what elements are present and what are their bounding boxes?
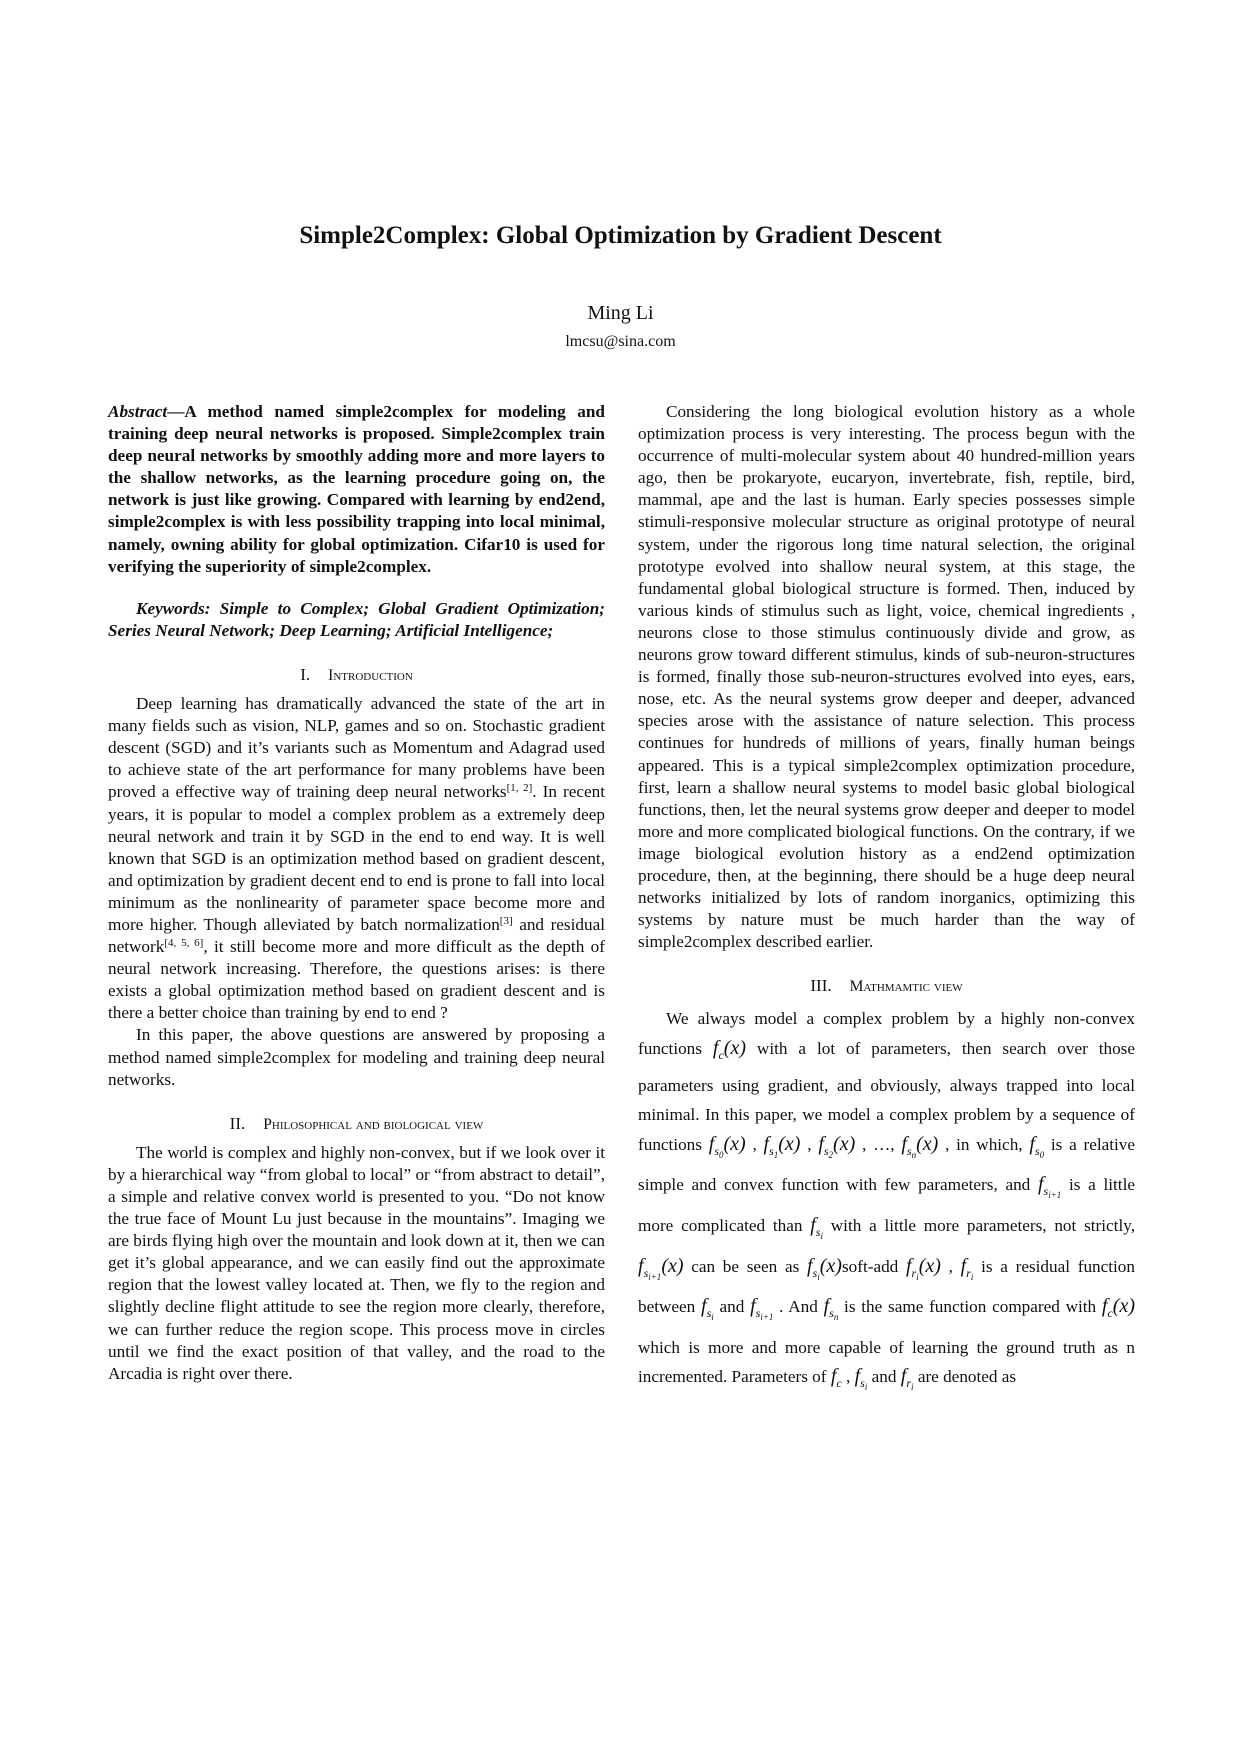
math-subscript: si: [860, 1376, 868, 1393]
math-argument: (x): [833, 1132, 856, 1155]
math-subscript: c: [718, 1048, 724, 1063]
math-symbol: f: [750, 1295, 756, 1318]
math-symbol: f: [818, 1132, 824, 1155]
text-run: . And: [773, 1297, 824, 1317]
math-expression: [701, 1295, 714, 1323]
text-run: We always model a complex problem by a highly non-convex functions: [638, 1009, 1135, 1059]
text-run: , in which,: [938, 1134, 1030, 1154]
math-expression: [905, 1254, 941, 1282]
text-run: is a residual function between: [638, 1256, 1135, 1317]
math-symbol: f: [1037, 1173, 1044, 1196]
intro-paragraph-1: [108, 693, 605, 1024]
math-symbol: f: [830, 1365, 837, 1388]
text-run: is a little more complicated than: [638, 1175, 1135, 1235]
math-subscript: si+1: [643, 1265, 662, 1282]
citation: [3]: [499, 914, 513, 927]
citation: [1, 2]: [506, 782, 533, 795]
math-symbol: f: [1101, 1295, 1108, 1318]
math-symbol: f: [854, 1365, 861, 1388]
math-argument: (x): [723, 1132, 746, 1155]
text-run: with a lot of parameters, then search over those parameters using gradient, and obviously, always trapped into local minimal. In this paper, we model a complex problem by a sequence of functions: [638, 1039, 1136, 1154]
math-sub-subscript: 0: [1039, 1149, 1045, 1160]
math-argument: (x): [661, 1254, 684, 1277]
math-symbol: f: [638, 1254, 644, 1277]
biological-paragraph: Considering the long biological evolution history as a whole optimization process is very interesting. The process begun with the occurrence of multi-molecular system about 40 hundred-million years ago, then be prokaryote, eucaryon, invertebrate, fish, reptile, bird, mammal, ape and the last is human. Early species possesses simple stimuli-responsive molecular structure as original prototype of neural system, under the rigorous long time natural selection, the original prototype evolved into shallow neural system, at this stage, the fundamental global biological structure is formed. Then, induced by various kinds of stimulus such as light, voice, chemical ingredients , neurons close to those stimulus continuously divide and grow, as neurons grow toward different stimulus, kinds of sub-neuron-structures is formed, finally those sub-neuron-structures evolved into eyes, ears, nose, etc. As the neural systems grow deeper and deeper, advanced species arose with the assistance of nature selection. This process continues for hundreds of millions of years, finally human beings appeared. This is a typical simple2complex optimization procedure, first, learn a shallow neural systems to model basic global biological functions, then, let the neural systems grow deeper and deeper to model more and more complicated biological functions. On the contrary, if we image biological evolution history as a end2end optimization procedure, then, at the beginning, there should be a huge deep neural networks initialized by lots of random inorganics, optimizing this systems by nature must be much harder than the way of simple2complex described earlier.: [638, 402, 1135, 952]
section-title: Introduction: [328, 666, 413, 684]
math-sub-subscript: n: [911, 1149, 917, 1160]
section-title: Philosophical and biological view: [263, 1115, 484, 1133]
math-expression: [854, 1365, 868, 1393]
math-sub-subscript: i: [711, 1312, 714, 1323]
text-run: ,: [940, 1256, 961, 1276]
text-run: , it still become more and more difficult as the depth of neural network increasing. Therefore, the questions arises: is there exists a global optimization method based on gradient descent and is there a better choice than training by end to end ?: [108, 937, 605, 1023]
math-symbol: f: [960, 1254, 967, 1277]
math-expression: [818, 1132, 856, 1160]
text-run: ,: [745, 1134, 764, 1154]
section-heading-mathematic: [638, 975, 1135, 998]
math-symbol: f: [1029, 1132, 1035, 1155]
section-heading-introduction: [108, 664, 605, 687]
math-expression: [1029, 1132, 1045, 1160]
math-subscript: si: [706, 1306, 714, 1323]
math-sub-subscript: i+1: [760, 1312, 774, 1323]
paper-title: Simple2Complex: Global Optimization by Gradient Descent: [299, 222, 942, 249]
text-run: ,: [841, 1367, 855, 1387]
keywords: Keywords: Simple to Complex; Global Gradient Optimization; Series Neural Network; Deep Learning; Artificial Intelligence;: [108, 598, 605, 640]
math-argument: (x): [1112, 1295, 1135, 1318]
math-expression: [810, 1214, 823, 1241]
math-subscript: s1: [769, 1143, 779, 1160]
text-run: soft-add: [841, 1256, 906, 1276]
math-sub-subscript: i: [820, 1231, 823, 1241]
section-number: II.: [229, 1113, 246, 1133]
math-subscript: c: [836, 1376, 842, 1391]
section-heading-philosophical: [108, 1113, 605, 1136]
math-expression: [960, 1254, 974, 1282]
math-paragraph: [638, 1004, 1135, 1403]
text-run: which is more and more capable of learning the ground truth as n incremented. Parameters of: [638, 1337, 1135, 1387]
citation: [4, 5, 6]: [164, 937, 204, 950]
math-subscript: ri: [966, 1265, 974, 1282]
math-sub-subscript: i+1: [648, 1271, 662, 1282]
math-expression: [1101, 1295, 1135, 1321]
math-symbol: f: [810, 1214, 816, 1236]
math-subscript: s0: [1034, 1143, 1045, 1160]
math-symbol: f: [823, 1295, 830, 1318]
text-run: and residual network: [108, 914, 605, 957]
math-expression: [806, 1254, 842, 1282]
math-symbol: f: [763, 1132, 770, 1155]
math-expression: [763, 1132, 801, 1160]
text-run: Deep learning has dramatically advanced the state of the art in many fields such as vision, NLP, games and so on. Stochastic gradient descent (SGD) and it’s variants such as Momentum and Adagrad used to achieve state of the art performance for many problems have been proved a effective way of training deep neural networks: [108, 694, 605, 802]
math-expression: [638, 1254, 684, 1282]
abstract-text: A method named simple2complex for modeling and training deep neural networks is proposed. Simple2complex train deep neural networks by smoothly adding more and more layers to the shallow networks, as the learning procedure going on, the network is just like growing. Compared with learning by end2end, simple2complex is with less possibility trapping into local minimal, namely, owning ability for global optimization. Cifar10 is used for verifying the superiority of simple2complex.: [108, 402, 605, 576]
text-run: are denoted as: [913, 1367, 1017, 1387]
right-column: [638, 401, 1135, 1403]
math-symbol: f: [905, 1254, 912, 1277]
math-argument: (x): [916, 1132, 939, 1155]
math-expression: [750, 1295, 774, 1323]
section-title: Mathmamtic view: [849, 978, 963, 996]
math-symbol: f: [701, 1295, 707, 1318]
math-subscript: si: [815, 1225, 823, 1241]
text-run: with a little more parameters, not strictly,: [822, 1216, 1135, 1235]
math-sub-subscript: 1: [773, 1149, 779, 1160]
math-expression: [712, 1037, 746, 1063]
intro-paragraph-2: In this paper, the above questions are answered by proposing a method named simple2complex for modeling and training deep neural networks.: [108, 1025, 605, 1089]
math-expression: [901, 1132, 939, 1160]
math-sub-subscript: 2: [828, 1149, 834, 1160]
math-subscript: s2: [823, 1143, 834, 1160]
math-sub-subscript: i+1: [1048, 1190, 1062, 1201]
math-sub-subscript: i: [916, 1271, 919, 1282]
math-sub-subscript: i: [817, 1271, 820, 1282]
math-expression: [830, 1365, 842, 1391]
math-argument: (x): [778, 1132, 801, 1155]
abstract-label: Abstract: [108, 402, 168, 421]
text-run: and: [713, 1297, 751, 1317]
text-run: ,: [800, 1134, 819, 1154]
math-subscript: ri: [906, 1376, 914, 1393]
math-subscript: c: [1107, 1306, 1113, 1321]
text-run: , …,: [855, 1134, 902, 1154]
math-subscript: ri: [911, 1265, 919, 1282]
text-run: can be seen as: [683, 1256, 807, 1276]
philosophical-paragraph: The world is complex and highly non-convex, but if we look over it by a hierarchical way “from global to local” or “from abstract to detail”, a simple and relative convex world is presented to you. “Do not know the true face of Mount Lu just because in the mountains”. Imaging we are birds flying high over the mountain and look down at it, then we can get it’s global appearance, and we can easily find out the approximate region that the lowest valley located at. Then, we fly to the region and slightly decline flight attitude to see the region more clearly, therefore, we can further reduce the region scope. This process move in circles until we find the exact position of that valley, and the road to the Arcadia is right over there.: [108, 1142, 605, 1383]
math-argument: (x): [819, 1254, 842, 1277]
math-symbol: f: [806, 1254, 813, 1277]
math-sub-subscript: i: [864, 1382, 868, 1393]
math-subscript: si: [812, 1265, 820, 1282]
math-sub-subscript: i: [911, 1382, 914, 1393]
math-sub-subscript: i: [970, 1271, 974, 1282]
text-run: is a relative simple and convex function with few parameters, and: [638, 1134, 1136, 1195]
math-symbol: f: [900, 1365, 907, 1388]
math-sub-subscript: n: [833, 1312, 839, 1323]
left-column: [108, 401, 605, 1385]
math-subscript: s0: [714, 1143, 724, 1160]
math-symbol: f: [901, 1132, 907, 1155]
math-subscript: sn: [906, 1143, 917, 1160]
math-symbol: f: [708, 1132, 715, 1155]
math-argument: (x): [723, 1037, 746, 1060]
section-number: I.: [300, 664, 311, 684]
math-subscript: si+1: [1043, 1184, 1062, 1201]
math-argument: (x): [918, 1254, 941, 1277]
text-run: is the same function compared with: [838, 1297, 1102, 1317]
text-run: . In recent years, it is popular to model a complex problem as a extremely deep neural network and train it by SGD in the end to end way. It is well known that SGD is an optimization method based on gradient descent, and optimization by gradient decent end to end is prone to fall into local minimum as the nonlinearity of parameter space become more and more higher. Though alleviated by batch normalization: [108, 782, 606, 934]
author-email: lmcsu@sina.com: [565, 333, 676, 350]
math-sub-subscript: 0: [718, 1149, 724, 1160]
abstract: [108, 401, 605, 578]
math-symbol: f: [712, 1037, 719, 1060]
math-expression: [823, 1295, 839, 1323]
math-expression: [1037, 1173, 1062, 1201]
text-run: and: [867, 1367, 901, 1387]
math-subscript: sn: [829, 1306, 839, 1323]
math-expression: [900, 1365, 914, 1393]
author-name: Ming Li: [587, 302, 654, 324]
abstract-dash: —: [167, 402, 185, 421]
math-expression: [708, 1132, 746, 1160]
section-number: III.: [810, 976, 832, 996]
math-subscript: si+1: [755, 1306, 774, 1323]
